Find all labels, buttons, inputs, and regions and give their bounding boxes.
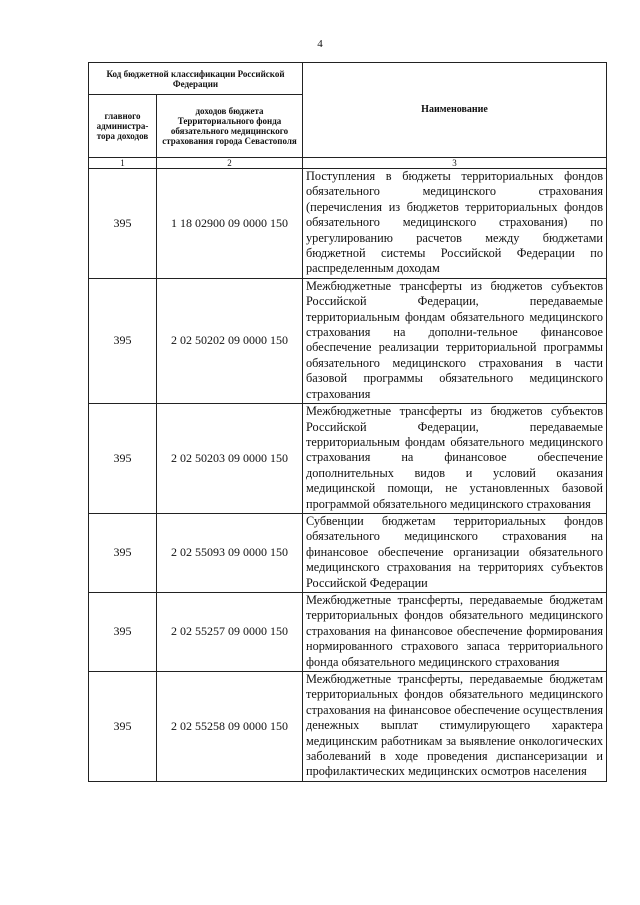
table-row (89, 404, 607, 514)
income-code-cell: 2 02 55257 09 0000 150 (157, 592, 303, 671)
table-row (89, 592, 607, 671)
budget-classification-table (88, 62, 607, 782)
income-name-cell: Межбюджетные трансферты, передаваемые бюджетам территориальных фондов обязательного медицинского страхования на финансовое обеспечение осуществления денежных выплат стимулирующего характера медицинским работникам за выявление онкологических заболеваний в ходе проведения диспансеризации и профилактических медицинских осмотров населения (303, 672, 607, 782)
income-name-cell: Межбюджетные трансферты из бюджетов субъектов Российской Федерации, передаваемые территориальным фондам обязательного медицинского страхования на дополни-тельное финансовое обеспечение реализации территориальной программы обязательного медицинского страхования в части базовой программы обязательного медицинского страхования (303, 278, 607, 403)
income-name-cell: Межбюджетные трансферты, передаваемые бюджетам территориальных фондов обязательного медицинского страхования на финансовое обеспечение формирования нормированного страхового запаса территориального фонда обязательного медицинского страхования (303, 592, 607, 671)
column-number-row (89, 158, 607, 169)
income-code-cell: 2 02 50202 09 0000 150 (157, 278, 303, 403)
header-admin: главного администра-тора доходов (89, 95, 157, 158)
admin-code-cell: 395 (89, 169, 157, 279)
header-name: Наименование (303, 63, 607, 158)
page-number: 4 (317, 38, 323, 50)
income-name-cell: Поступления в бюджеты территориальных фондов обязательного медицинского страхования (перечисления из бюджетов территориальных фондов обязательного медицинского страхования) по урегулированию расчетов между бюджетами бюджетной системы Российской Федерации по распределенным доходам (303, 169, 607, 279)
header-income-code: доходов бюджета Территориального фонда обязательного медицинского страхования города Севастополя (157, 95, 303, 158)
table-row (89, 513, 607, 592)
income-name-cell: Межбюджетные трансферты из бюджетов субъектов Российской Федерации, передаваемые территориальным фондам обязательного медицинского страхования на финансовое обеспечение дополнительных видов и условий оказания медицинской помощи, не установленных базовой программой обязательного медицинского страхования (303, 404, 607, 514)
admin-code-cell: 395 (89, 592, 157, 671)
table-row (89, 278, 607, 403)
income-code-cell: 2 02 55258 09 0000 150 (157, 672, 303, 782)
header-classification-group: Код бюджетной классификации Российской Федерации (89, 63, 303, 95)
column-number: 3 (303, 158, 607, 169)
admin-code-cell: 395 (89, 513, 157, 592)
table-row (89, 672, 607, 782)
income-code-cell: 2 02 55093 09 0000 150 (157, 513, 303, 592)
table-row (89, 169, 607, 279)
income-name-cell: Субвенции бюджетам территориальных фондов обязательного медицинского страхования на финансовое обеспечение организации обязательного медицинского страхования на территориях субъектов Российской Федерации (303, 513, 607, 592)
admin-code-cell: 395 (89, 404, 157, 514)
column-number: 1 (89, 158, 157, 169)
admin-code-cell: 395 (89, 278, 157, 403)
admin-code-cell: 395 (89, 672, 157, 782)
income-code-cell: 2 02 50203 09 0000 150 (157, 404, 303, 514)
income-code-cell: 1 18 02900 09 0000 150 (157, 169, 303, 279)
column-number: 2 (157, 158, 303, 169)
